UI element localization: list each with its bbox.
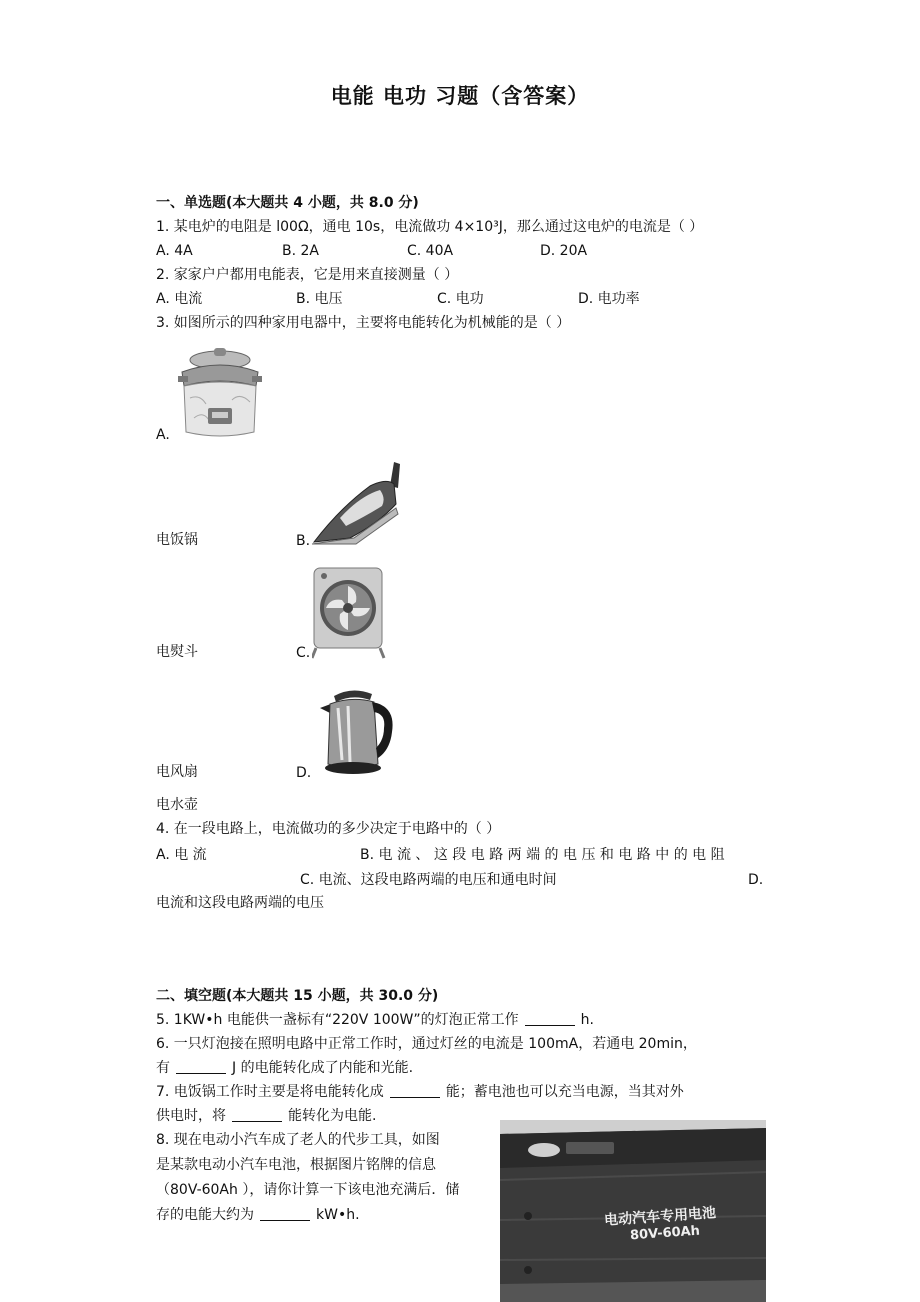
q2-option-a: A. 电流 — [156, 291, 203, 307]
q8-answer-blank[interactable] — [260, 1206, 310, 1221]
q3-option-a-letter: A. — [156, 427, 170, 443]
q1-option-a: A. 4A — [156, 243, 193, 259]
q7-answer-blank-1[interactable] — [390, 1083, 440, 1098]
q1-option-d: D. 20A — [540, 243, 588, 259]
q3-option-b-name: 电熨斗 — [156, 644, 198, 660]
q1-stem: 1. 某电炉的电阻是 l00Ω，通电 10s，电流做功 4×10³J，那么通过这电炉的电流是（ ） — [156, 219, 704, 235]
q8-text-before: 存的电能大约为 — [156, 1207, 254, 1223]
q5-text-after: h. — [580, 1012, 594, 1028]
q5-line — [156, 1010, 594, 1030]
q7-line2-after: 能转化为电能. — [288, 1108, 377, 1124]
q2-option-d: D. 电功率 — [578, 291, 640, 307]
q7-line1 — [156, 1082, 684, 1102]
q7-line2-before: 供电时，将 — [156, 1108, 226, 1124]
q8-line2: 是某款电动小汽车电池，根据图片铭牌的信息 — [156, 1157, 436, 1173]
battery-label-title: 电动汽车专用电池 — [603, 1205, 717, 1229]
q6-text-before: 有 — [156, 1060, 170, 1076]
q4-option-a: A. 电 流 — [156, 847, 207, 863]
q3-option-c-letter: C. — [296, 645, 311, 661]
q4-option-d-text: 电流和这段电路两端的电压 — [156, 895, 324, 911]
q2-option-b: B. 电压 — [296, 291, 343, 307]
battery-photo — [500, 1120, 766, 1302]
q3-option-d-name: 电水壶 — [156, 797, 198, 813]
q2-option-c: C. 电功 — [437, 291, 484, 307]
q2-stem: 2. 家家户户都用电能表，它是用来直接测量（ ） — [156, 267, 459, 283]
q1-option-b: B. 2A — [282, 243, 319, 259]
q3-stem: 3. 如图所示的四种家用电器中，主要将电能转化为机械能的是（ ） — [156, 315, 571, 331]
q8-text-after: kW•h. — [316, 1207, 360, 1223]
electric-iron-image — [310, 458, 406, 548]
electric-fan-image — [312, 566, 386, 660]
q7-answer-blank-2[interactable] — [232, 1107, 282, 1122]
rice-cooker-image — [170, 346, 270, 442]
q6-line1: 6. 一只灯泡接在照明电路中正常工作时，通过灯丝的电流是 100mA，若通电 20min， — [156, 1036, 697, 1052]
battery-label-spec: 80V-60Ah — [629, 1223, 701, 1244]
q5-answer-blank[interactable] — [525, 1011, 575, 1026]
q4-option-b: B. 电 流 、 这 段 电 路 两 端 的 电 压 和 电 路 中 的 电 阻 — [360, 847, 725, 863]
q7-line2 — [156, 1106, 376, 1126]
q8-line4 — [156, 1205, 360, 1225]
q7-text-before: 7. 电饭锅工作时主要是将电能转化成 — [156, 1084, 384, 1100]
page-title: 电能 电功 习题（含答案） — [330, 84, 590, 108]
q1-option-c: C. 40A — [407, 243, 454, 259]
q7-text-after: 能；蓄电池也可以充当电源，当其对外 — [445, 1084, 684, 1100]
q5-text-before: 5. 1KW•h 电能供一盏标有“220V 100W”的灯泡正常工作 — [156, 1012, 519, 1028]
q4-stem: 4. 在一段电路上，电流做功的多少决定于电路中的（ ） — [156, 821, 501, 837]
electric-kettle-image — [312, 684, 398, 778]
q8-line1: 8. 现在电动小汽车成了老人的代步工具，如图 — [156, 1132, 440, 1148]
q4-option-d-letter: D. — [748, 872, 764, 888]
q3-option-a-name: 电饭锅 — [156, 532, 198, 548]
q6-text-after: J 的电能转化成了内能和光能. — [232, 1060, 414, 1076]
q3-option-b-letter: B. — [296, 533, 311, 549]
q3-option-d-letter: D. — [296, 765, 312, 781]
q6-answer-blank[interactable] — [176, 1059, 226, 1074]
q4-option-c: C. 电流、这段电路两端的电压和通电时间 — [300, 872, 557, 888]
section-heading-2: 二、填空题(本大题共 15 小题，共 30.0 分) — [156, 988, 439, 1004]
q8-line3: （80V-60Ah ），请你计算一下该电池充满后．储 — [156, 1182, 460, 1198]
q3-option-c-name: 电风扇 — [156, 764, 198, 780]
section-heading-1: 一、单选题(本大题共 4 小题，共 8.0 分) — [156, 195, 419, 211]
q6-line2 — [156, 1058, 413, 1078]
